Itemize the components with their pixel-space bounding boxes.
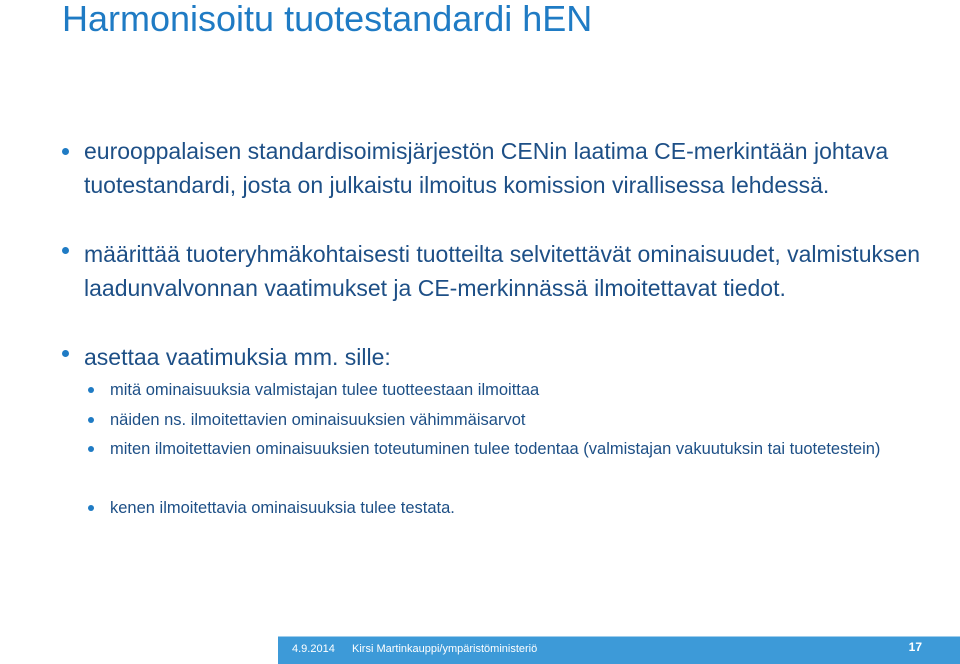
subbullet-text: näiden ns. ilmoitettavien ominaisuuksien vähimmäisarvot (110, 411, 526, 429)
subbullet-dot (88, 505, 94, 511)
bullet-dot (62, 350, 69, 357)
subbullet-text: miten ilmoitettavien ominaisuuksien toteutuminen tulee todentaa (valmistajan vakuutuksin tai tuotetestein) (110, 440, 881, 458)
subbullet-dot (88, 387, 94, 393)
page-number: 17 (908, 640, 922, 654)
subbullet-text: mitä ominaisuuksia valmistajan tulee tuotteestaan ilmoittaa (110, 381, 540, 399)
bullet-text: määrittää tuoteryhmäkohtaisesti tuotteilta selvitettävät ominaisuudet, valmistuksen laadunvalvonnan vaatimukset ja CE-merkinnässä ilmoitettavat tiedot. (84, 241, 921, 301)
bullet-dot (62, 247, 69, 254)
slide-title: Harmonisoitu tuotestandardi hEN (62, 0, 593, 39)
footer-divider (278, 636, 960, 637)
bullet-dot (62, 148, 69, 155)
footer-author: Kirsi Martinkauppi/ympäristöministeriö (352, 643, 538, 655)
subbullet-text: kenen ilmoitettavia ominaisuuksia tulee testata. (110, 499, 455, 517)
bullet-text: asettaa vaatimuksia mm. sille: (84, 344, 391, 370)
footer-date: 4.9.2014 (292, 643, 335, 655)
bullet-text: eurooppalaisen standardisoimisjärjestön CENin laatima CE-merkintään johtava tuotestandardi, josta on julkaistu ilmoitus komission virallisessa lehdessä. (84, 138, 889, 198)
subbullet-dot (88, 417, 94, 423)
subbullet-dot (88, 446, 94, 452)
